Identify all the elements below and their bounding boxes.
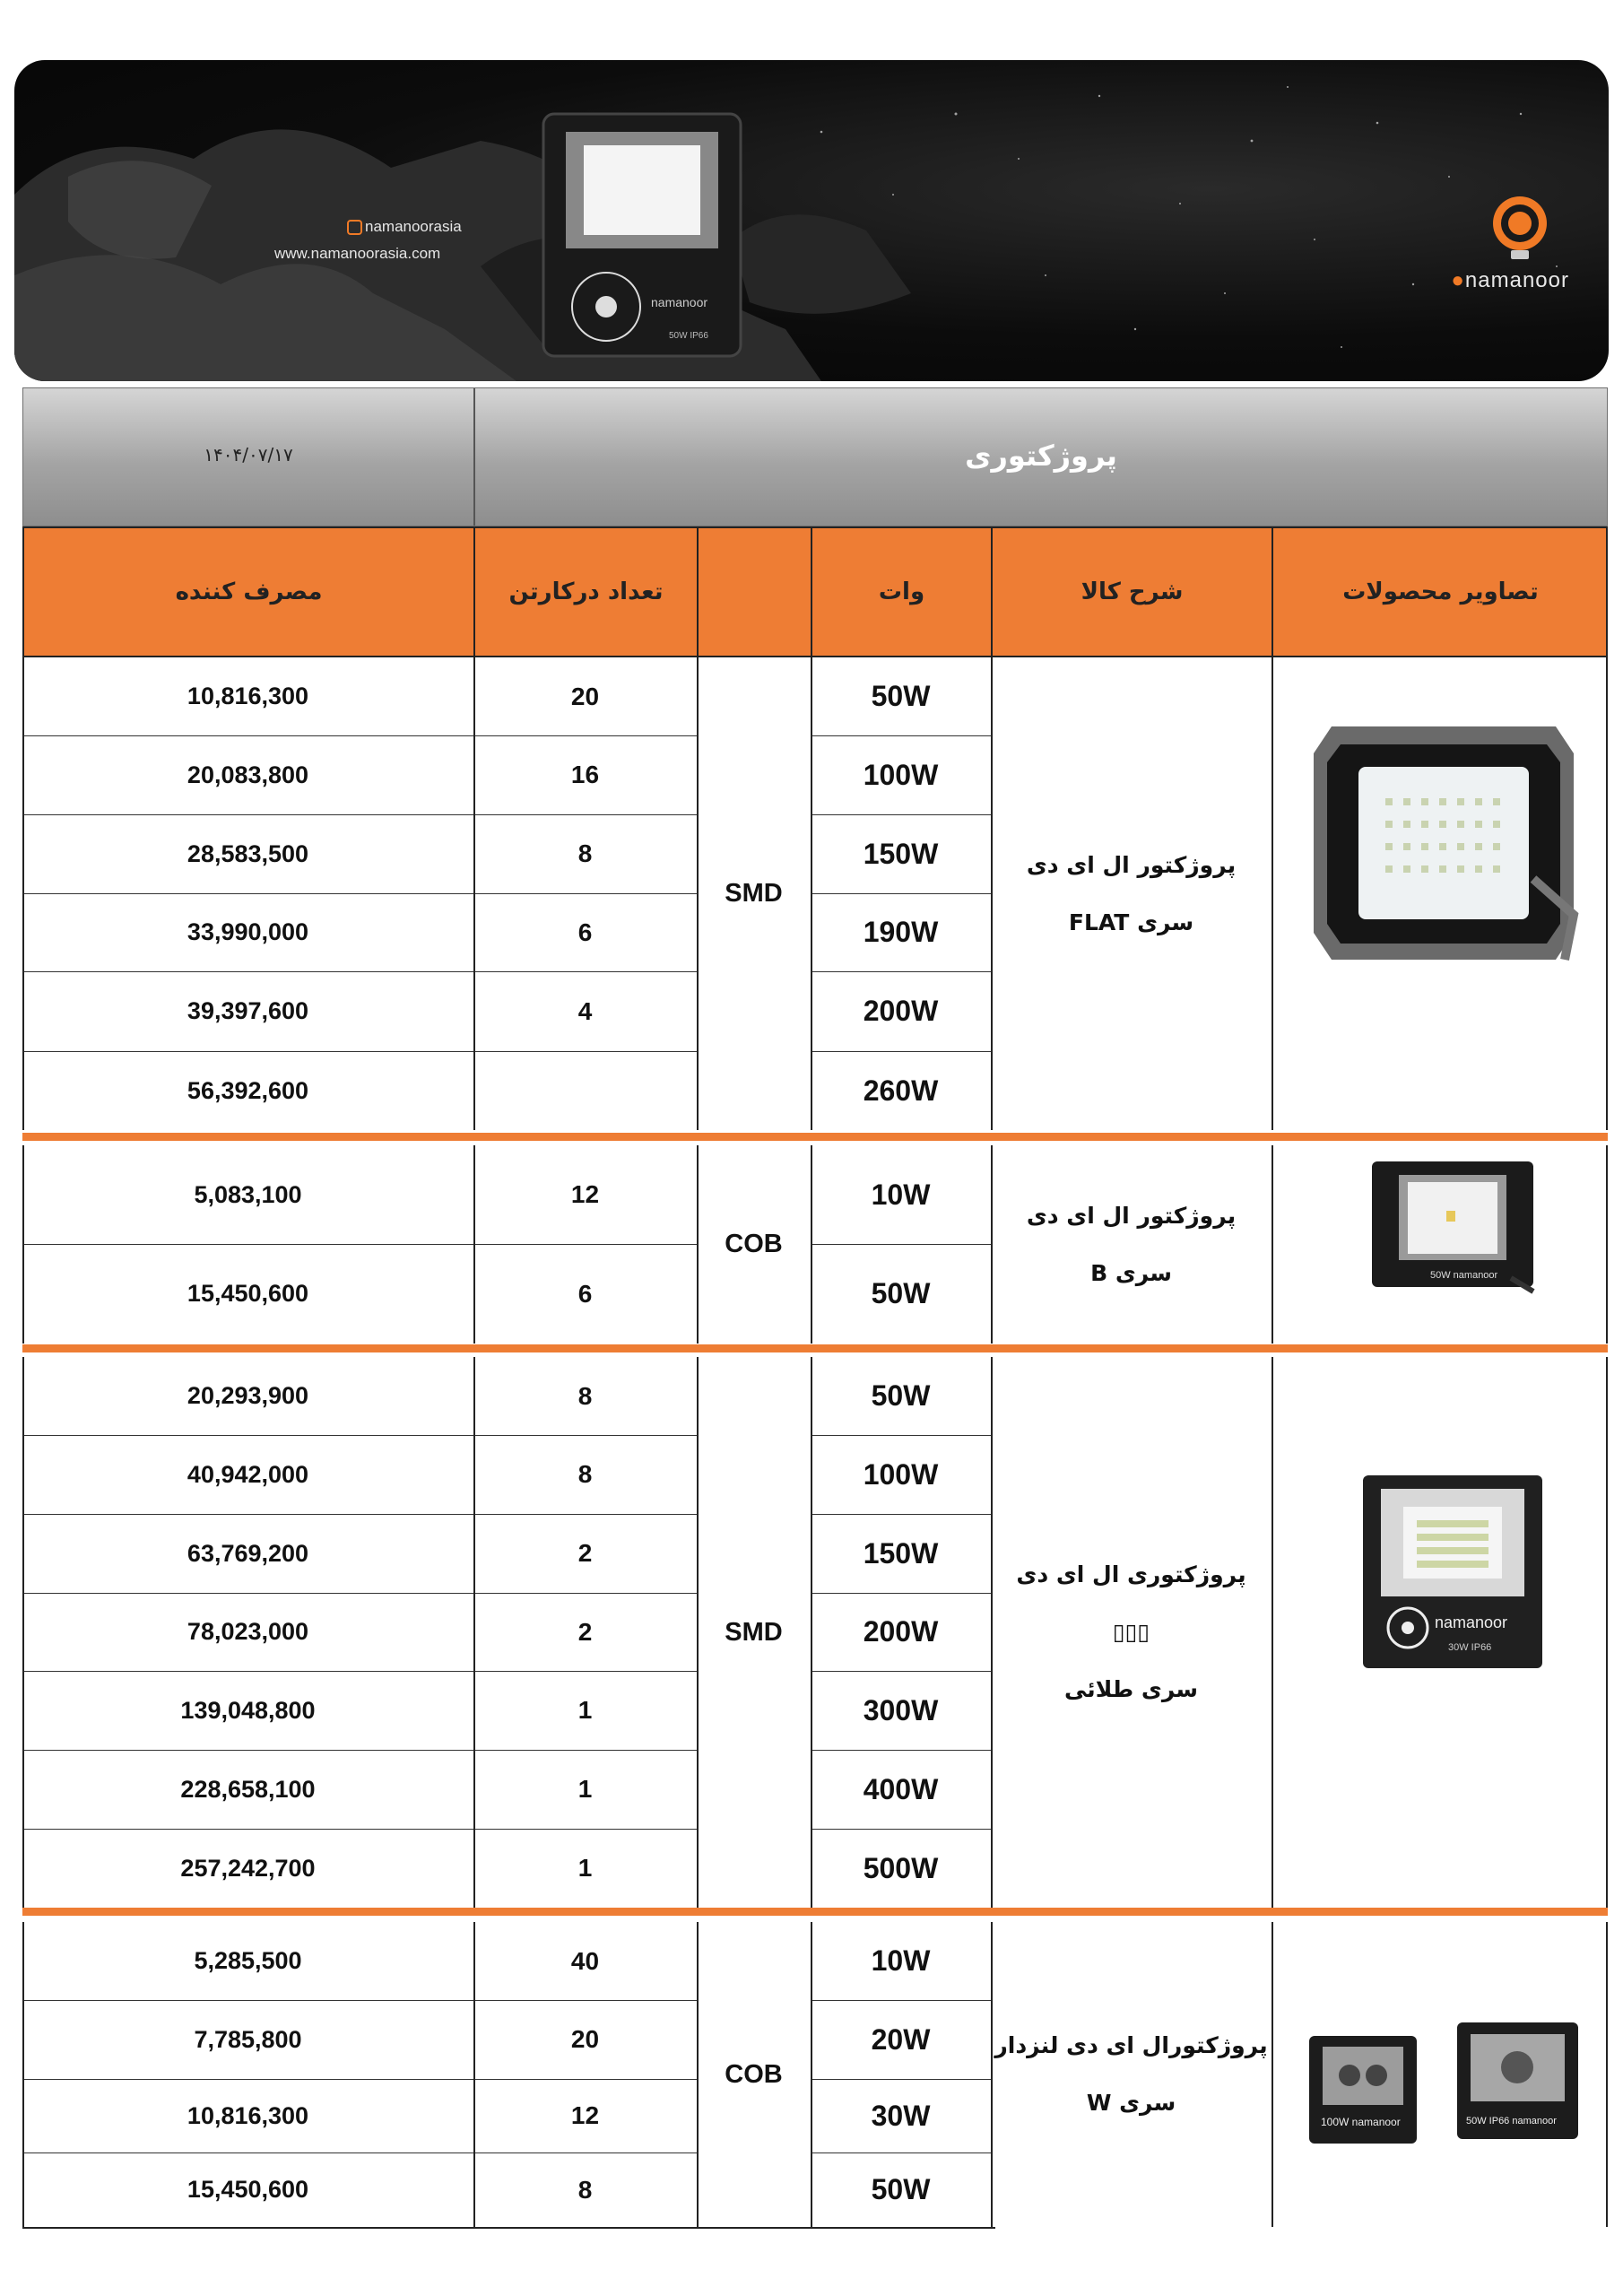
svg-text:100W namanoor: 100W namanoor <box>1321 2116 1401 2128</box>
cell-description <box>991 1145 1271 1344</box>
description-line: ▯▯▯ <box>1112 1619 1150 1645</box>
column-divider <box>1606 1357 1608 1908</box>
cell-carton: 2 <box>577 1539 593 1567</box>
cell-carton: 6 <box>577 918 593 946</box>
group-separator <box>22 1344 1608 1352</box>
cell-watt: 200W <box>863 995 939 1027</box>
cell-watt: 400W <box>863 1772 939 1805</box>
cell-chip-type: SMD <box>725 879 783 908</box>
cell-watt: 20W <box>871 2022 931 2056</box>
banner-background <box>14 60 1609 381</box>
cell-price: 15,450,600 <box>187 2176 309 2203</box>
row-divider <box>22 1244 697 1245</box>
column-divider <box>697 1357 699 1908</box>
column-divider <box>697 1145 699 1344</box>
cell-watt: 30W <box>871 2099 931 2132</box>
b-series-floodlight-image <box>1358 1157 1538 1300</box>
cell-watt: 50W <box>871 1379 931 1412</box>
banner-floodlight-image <box>534 109 750 370</box>
row-divider <box>22 1514 697 1515</box>
price-list-date: ۱۴۰۴/۰۷/۱۷ <box>204 444 293 465</box>
svg-text:50W IP66: 50W IP66 <box>669 331 708 341</box>
column-divider <box>697 1922 699 2227</box>
description-line: پروژکتورال ای دی لنزدار <box>994 2032 1268 2058</box>
cell-carton: 8 <box>577 839 593 867</box>
svg-text:50W IP66 namanoor: 50W IP66 namanoor <box>1466 2116 1557 2126</box>
row-divider <box>811 2000 991 2001</box>
column-divider <box>991 657 993 1130</box>
cell-watt: 300W <box>863 1693 939 1726</box>
row-divider <box>22 2000 697 2001</box>
cell-watt: 50W <box>871 1277 931 1309</box>
column-divider <box>1271 1357 1273 1908</box>
cell-price: 7,785,800 <box>194 2025 302 2053</box>
instagram-handle: namanoorasia <box>347 218 462 236</box>
row-divider <box>22 1593 697 1594</box>
cell-carton: 20 <box>570 682 600 710</box>
column-divider <box>1606 1145 1608 1344</box>
column-divider <box>1606 657 1608 1130</box>
cell-price: 33,990,000 <box>187 918 309 945</box>
row-divider <box>811 2079 991 2080</box>
cell-description <box>991 1922 1271 2227</box>
column-divider <box>473 1357 475 1908</box>
row-divider <box>22 1671 697 1672</box>
column-divider <box>1271 1145 1273 1344</box>
page-title: پروژکتوری <box>965 439 1117 473</box>
row-divider <box>811 1514 991 1515</box>
description-line: سری FLAT <box>1068 909 1194 935</box>
row-divider <box>811 1829 991 1830</box>
flat-series-floodlight-image <box>1305 718 1583 978</box>
row-divider <box>22 971 697 972</box>
cell-watt: 190W <box>863 916 939 948</box>
column-divider <box>473 1922 475 2227</box>
cell-carton: 1 <box>577 1696 593 1724</box>
row-divider <box>811 814 991 815</box>
column-divider <box>22 1145 24 1344</box>
column-divider <box>1606 1922 1608 2227</box>
cell-price: 63,769,200 <box>187 1539 309 1567</box>
header-price: مصرف کننده <box>24 528 475 656</box>
cell-watt: 100W <box>863 1457 939 1491</box>
column-divider <box>811 1922 812 2227</box>
cell-carton: 12 <box>570 1180 600 1208</box>
cell-price: 5,083,100 <box>194 1180 302 1208</box>
cell-chip-type: COB <box>725 2059 783 2089</box>
column-divider <box>1271 1922 1273 2227</box>
title-bar <box>22 387 1608 526</box>
description-line: پروژکتور ال ای دی <box>1026 1202 1237 1229</box>
row-divider <box>811 971 991 972</box>
cell-carton <box>473 1051 697 1130</box>
namanoor-logo-icon <box>1488 195 1551 266</box>
column-divider <box>697 657 699 1130</box>
header-banner <box>14 60 1609 381</box>
cell-carton: 1 <box>577 1775 593 1803</box>
cell-carton: 12 <box>570 2101 600 2129</box>
row-divider <box>22 2079 697 2080</box>
description-line: پروژکتور ال ای دی <box>1026 851 1237 878</box>
header-watt: وات <box>812 528 993 656</box>
cell-carton: 8 <box>577 1381 593 1410</box>
row-divider <box>811 1435 991 1436</box>
cell-chip-type: COB <box>725 1230 783 1258</box>
cell-carton: 8 <box>577 1460 593 1488</box>
row-divider <box>811 1593 991 1594</box>
cell-price: 20,293,900 <box>187 1382 309 1409</box>
cell-carton: 6 <box>577 1279 593 1308</box>
cell-watt: 50W <box>871 2173 931 2205</box>
description-line: پروژکتوری ال ای دی <box>1016 1561 1246 1587</box>
cell-carton: 16 <box>570 761 600 788</box>
cell-price: 139,048,800 <box>180 1696 316 1724</box>
website-link: www.namanoorasia.com <box>274 245 441 262</box>
column-divider <box>22 1357 24 1908</box>
header-chip <box>699 528 812 656</box>
description-line: سری B <box>1090 1259 1172 1286</box>
column-divider <box>991 1922 993 2227</box>
row-divider <box>811 735 991 736</box>
cell-watt: 200W <box>863 1615 939 1648</box>
row-divider <box>22 1435 697 1436</box>
group-separator <box>22 1908 1608 1916</box>
cell-carton: 20 <box>570 2025 600 2053</box>
description-line: سری طلائی <box>1064 1676 1198 1702</box>
cell-price: 15,450,600 <box>187 1280 309 1307</box>
cell-carton: 2 <box>577 1617 593 1646</box>
namanoor-logo-text: ●namanoor <box>1451 268 1569 292</box>
cell-watt: 500W <box>863 1851 939 1884</box>
cell-watt: 10W <box>871 1178 931 1211</box>
cell-price: 228,658,100 <box>180 1775 316 1803</box>
row-divider <box>811 893 991 894</box>
group-separator <box>22 1133 1608 1141</box>
cell-price: 20,083,800 <box>187 761 309 788</box>
cell-watt: 10W <box>871 1944 931 1977</box>
cell-price: 28,583,500 <box>187 839 309 867</box>
cell-price: 257,242,700 <box>180 1854 316 1882</box>
header-images: تصاویر محصولات <box>1342 578 1539 605</box>
cell-carton: 8 <box>577 2175 593 2204</box>
column-divider <box>1271 657 1273 1130</box>
svg-text:30W IP66: 30W IP66 <box>1448 1642 1492 1653</box>
cell-price: 10,816,300 <box>187 683 309 709</box>
svg-text:namanoor: namanoor <box>1435 1613 1508 1631</box>
cell-watt: 150W <box>863 837 939 870</box>
cell-watt: 150W <box>863 1536 939 1570</box>
column-divider <box>811 1357 812 1908</box>
cell-price: 5,285,500 <box>194 1947 302 1974</box>
table-bottom-border <box>22 2227 995 2229</box>
row-divider <box>22 814 697 815</box>
row-divider <box>22 1750 697 1751</box>
row-divider <box>22 1051 697 1052</box>
cell-price: 10,816,300 <box>187 2101 309 2129</box>
column-divider <box>991 1357 993 1908</box>
column-divider <box>22 1922 24 2227</box>
column-divider <box>473 657 475 1130</box>
row-divider <box>22 1829 697 1830</box>
description-line: سری W <box>1086 2090 1176 2116</box>
header-carton: تعداد درکارتن <box>475 528 699 656</box>
svg-text:50W namanoor: 50W namanoor <box>1430 1270 1498 1281</box>
header-description: شرح کالا <box>993 528 1273 656</box>
cell-carton: 1 <box>577 1854 593 1882</box>
golden-series-floodlight-image <box>1358 1466 1547 1673</box>
w-series-floodlight-image <box>1305 2018 1583 2152</box>
cell-carton: 4 <box>577 996 593 1025</box>
row-divider <box>811 2152 991 2153</box>
row-divider <box>811 1051 991 1052</box>
cell-carton: 40 <box>570 1946 600 1975</box>
row-divider <box>22 735 697 736</box>
cell-price: 39,397,600 <box>187 997 309 1024</box>
cell-description <box>991 657 1271 1130</box>
cell-watt: 100W <box>863 758 939 791</box>
column-divider <box>991 1145 993 1344</box>
cell-price: 40,942,000 <box>187 1460 309 1488</box>
column-divider <box>811 1145 812 1344</box>
cell-description <box>991 1357 1271 1908</box>
cell-chip-type: SMD <box>725 1617 783 1647</box>
row-divider <box>811 1244 991 1245</box>
cell-price: 78,023,000 <box>187 1618 309 1645</box>
row-divider <box>22 2152 697 2153</box>
cell-watt: 260W <box>863 1074 939 1107</box>
column-divider <box>473 1145 475 1344</box>
column-divider <box>811 657 812 1130</box>
row-divider <box>22 893 697 894</box>
row-divider <box>811 1750 991 1751</box>
cell-watt: 50W <box>871 680 931 712</box>
cell-price: 56,392,600 <box>187 1076 309 1104</box>
column-divider <box>22 657 24 1130</box>
instagram-icon <box>347 220 362 235</box>
row-divider <box>811 1671 991 1672</box>
table-header <box>22 526 1608 657</box>
svg-text:namanoor: namanoor <box>651 295 708 309</box>
